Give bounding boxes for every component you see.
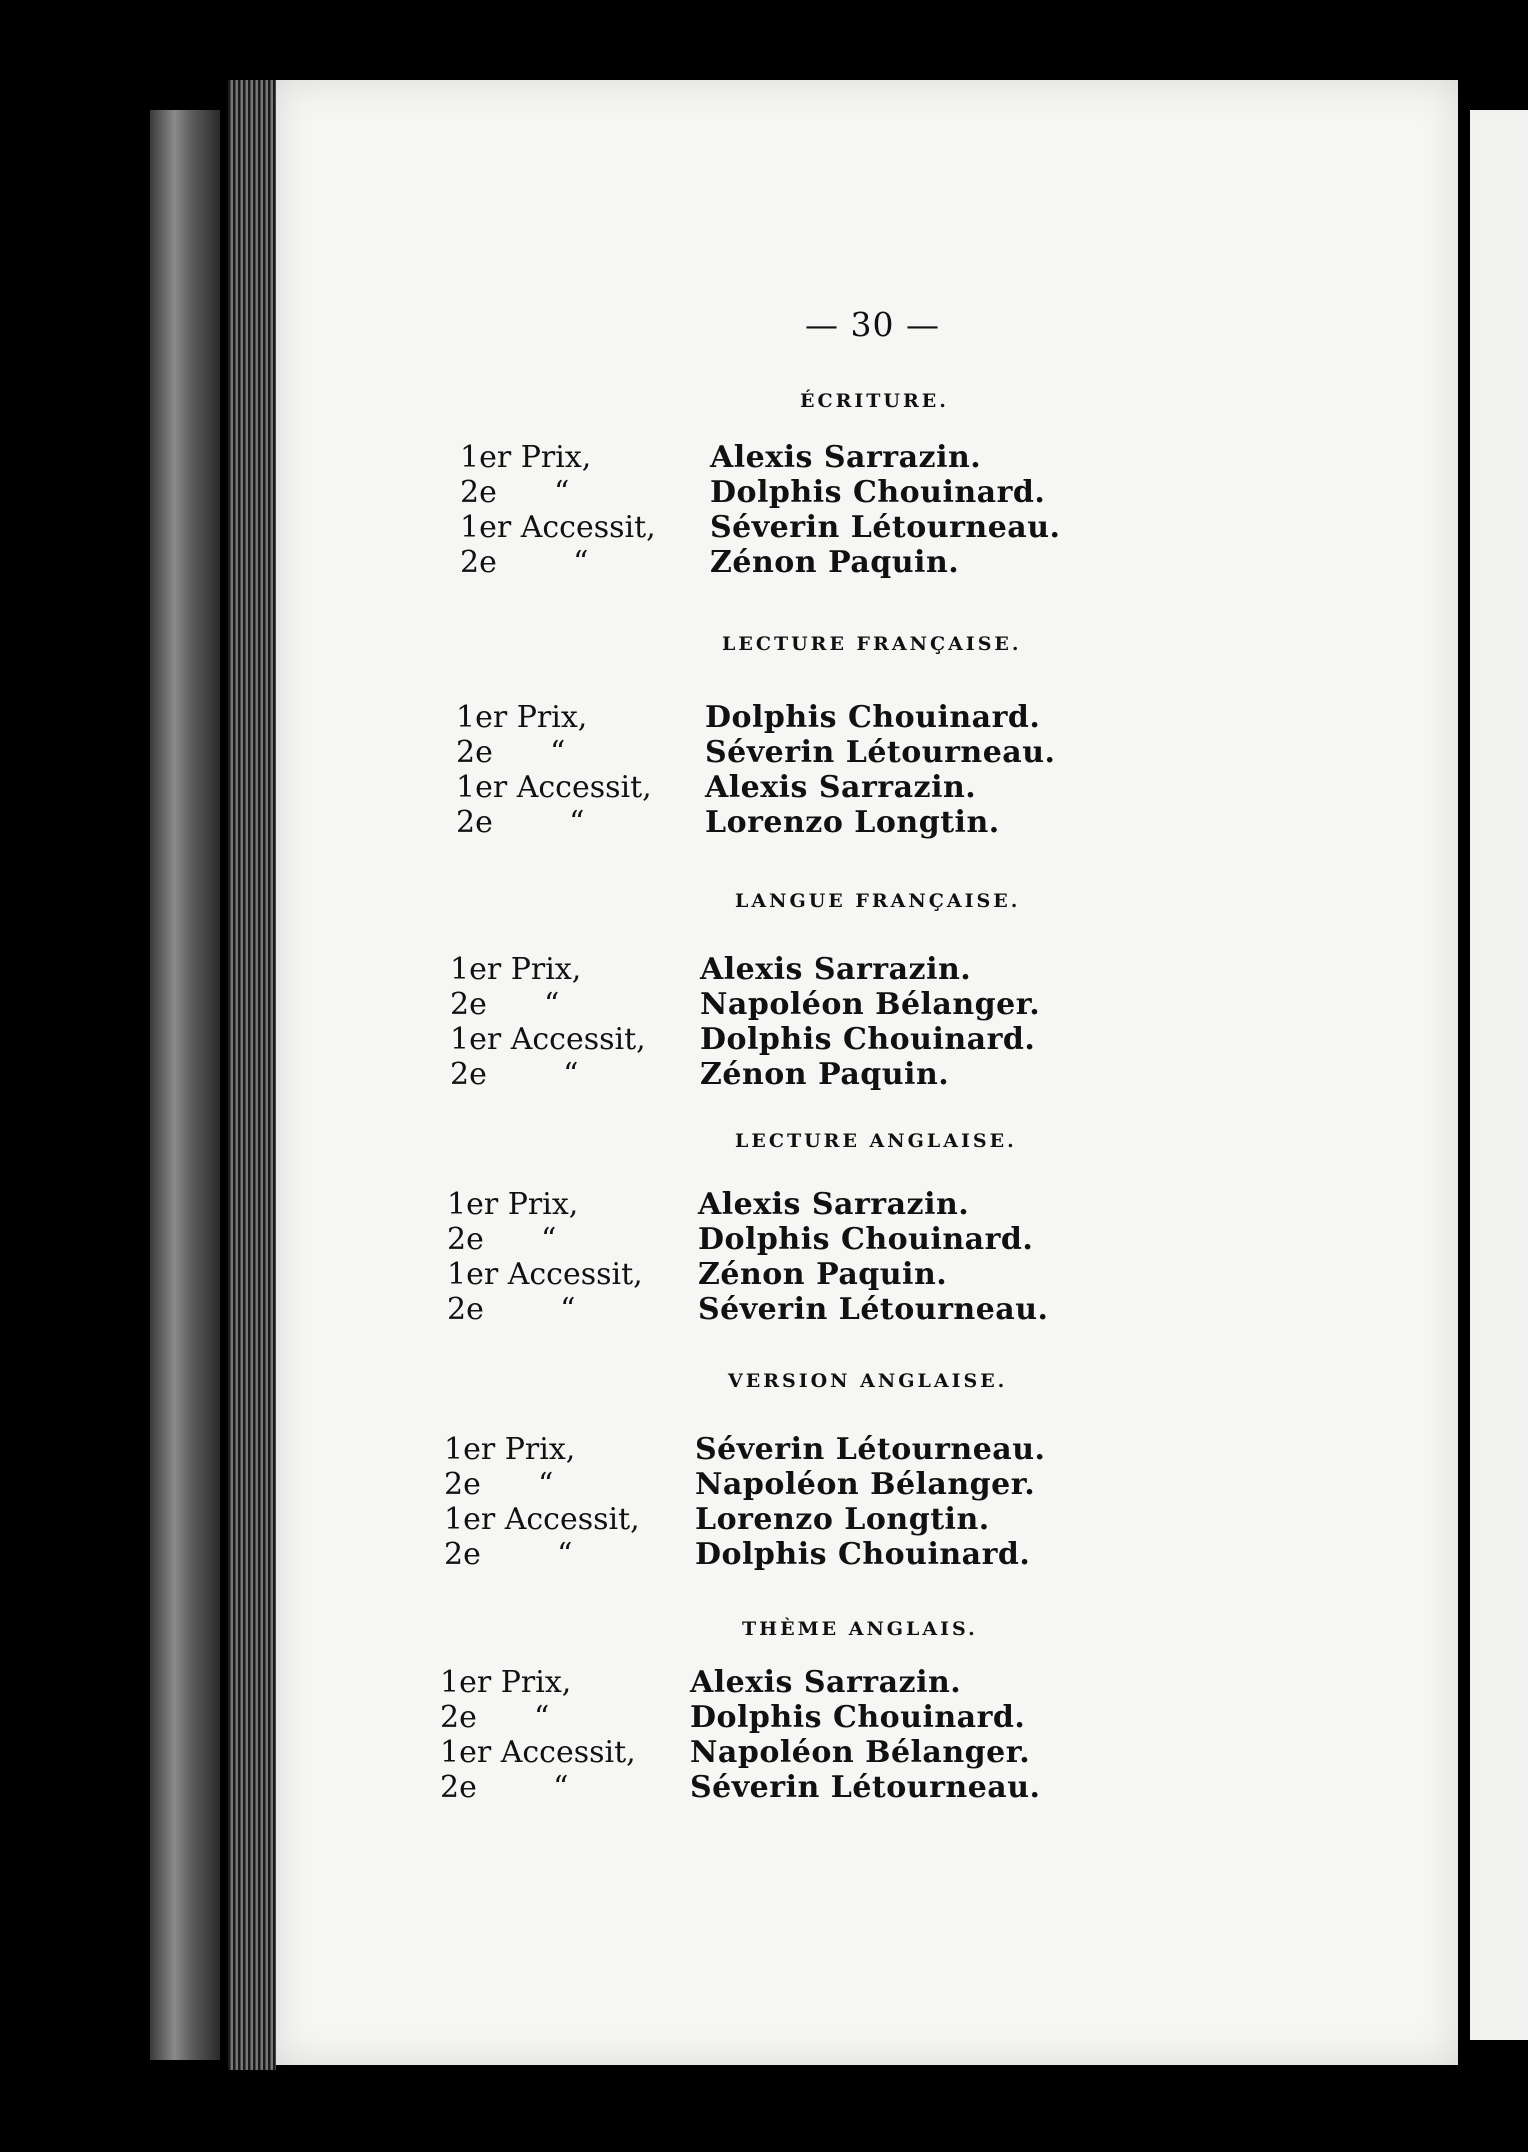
award-rank: 1er Accessit, [444, 1502, 640, 1537]
student-name: Dolphis Chouinard. [710, 475, 1046, 510]
book-spine-edge [150, 110, 220, 2060]
award-row [447, 1222, 1447, 1258]
section-heading: LECTURE ANGLAISE. [735, 1130, 1017, 1152]
award-rank: 1er Prix, [447, 1187, 579, 1222]
award-rank: 2e “ [440, 1770, 569, 1805]
award-row [460, 510, 1460, 546]
award-rank: 2e “ [447, 1222, 557, 1257]
student-name: Napoléon Bélanger. [700, 987, 1041, 1022]
page-number: — 30 — [805, 305, 940, 344]
section-heading: THÈME ANGLAIS. [742, 1618, 978, 1640]
award-row [450, 987, 1450, 1023]
student-name: Alexis Sarrazin. [705, 770, 977, 805]
section-heading: VERSION ANGLAISE. [728, 1370, 1008, 1392]
student-name: Zénon Paquin. [710, 545, 960, 580]
award-rank: 1er Accessit, [440, 1735, 636, 1770]
award-row [456, 700, 1456, 736]
award-row [460, 440, 1460, 476]
award-row [444, 1502, 1444, 1538]
student-name: Napoléon Bélanger. [690, 1735, 1031, 1770]
award-row [450, 1057, 1450, 1093]
award-row [440, 1665, 1440, 1701]
award-rank: 2e “ [450, 987, 560, 1022]
award-row [456, 770, 1456, 806]
student-name: Lorenzo Longtin. [705, 805, 1000, 840]
award-rank: 2e “ [460, 475, 570, 510]
student-name: Alexis Sarrazin. [698, 1187, 970, 1222]
student-name: Séverin Létourneau. [698, 1292, 1049, 1327]
section-heading: ÉCRITURE. [800, 390, 949, 412]
award-rank: 1er Prix, [444, 1432, 576, 1467]
student-name: Alexis Sarrazin. [700, 952, 972, 987]
award-row [447, 1257, 1447, 1293]
award-row [447, 1292, 1447, 1328]
award-row [444, 1432, 1444, 1468]
student-name: Lorenzo Longtin. [695, 1502, 990, 1537]
award-row [456, 735, 1456, 771]
award-row [440, 1735, 1440, 1771]
student-name: Zénon Paquin. [700, 1057, 950, 1092]
award-rank: 1er Prix, [450, 952, 582, 987]
student-name: Alexis Sarrazin. [710, 440, 982, 475]
award-rank: 1er Accessit, [447, 1257, 643, 1292]
student-name: Zénon Paquin. [698, 1257, 948, 1292]
award-row [447, 1187, 1447, 1223]
award-rank: 1er Accessit, [450, 1022, 646, 1057]
adjacent-page-edge [1470, 110, 1528, 2040]
award-rank: 2e “ [456, 805, 585, 840]
award-rank: 2e “ [450, 1057, 579, 1092]
section-heading: LECTURE FRANÇAISE. [722, 633, 1022, 655]
award-rank: 2e “ [460, 545, 589, 580]
award-rank: 1er Accessit, [456, 770, 652, 805]
award-row [456, 805, 1456, 841]
award-row [440, 1770, 1440, 1806]
award-rank: 2e “ [456, 735, 566, 770]
student-name: Napoléon Bélanger. [695, 1467, 1036, 1502]
award-row [460, 475, 1460, 511]
award-rank: 2e “ [444, 1537, 573, 1572]
student-name: Séverin Létourneau. [710, 510, 1061, 545]
student-name: Dolphis Chouinard. [690, 1700, 1026, 1735]
student-name: Dolphis Chouinard. [698, 1222, 1034, 1257]
award-rank: 1er Prix, [456, 700, 588, 735]
award-rank: 1er Accessit, [460, 510, 656, 545]
section-heading: LANGUE FRANÇAISE. [735, 890, 1021, 912]
award-row [444, 1537, 1444, 1573]
award-row [444, 1467, 1444, 1503]
award-row [450, 952, 1450, 988]
award-rank: 2e “ [447, 1292, 576, 1327]
award-rank: 2e “ [444, 1467, 554, 1502]
student-name: Alexis Sarrazin. [690, 1665, 962, 1700]
student-name: Séverin Létourneau. [695, 1432, 1046, 1467]
student-name: Dolphis Chouinard. [695, 1537, 1031, 1572]
award-rank: 1er Prix, [440, 1665, 572, 1700]
award-row [460, 545, 1460, 581]
award-rank: 1er Prix, [460, 440, 592, 475]
student-name: Séverin Létourneau. [705, 735, 1056, 770]
award-rank: 2e “ [440, 1700, 550, 1735]
award-row [440, 1700, 1440, 1736]
student-name: Dolphis Chouinard. [705, 700, 1041, 735]
page-stack-edge [228, 80, 276, 2070]
student-name: Séverin Létourneau. [690, 1770, 1041, 1805]
award-row [450, 1022, 1450, 1058]
student-name: Dolphis Chouinard. [700, 1022, 1036, 1057]
